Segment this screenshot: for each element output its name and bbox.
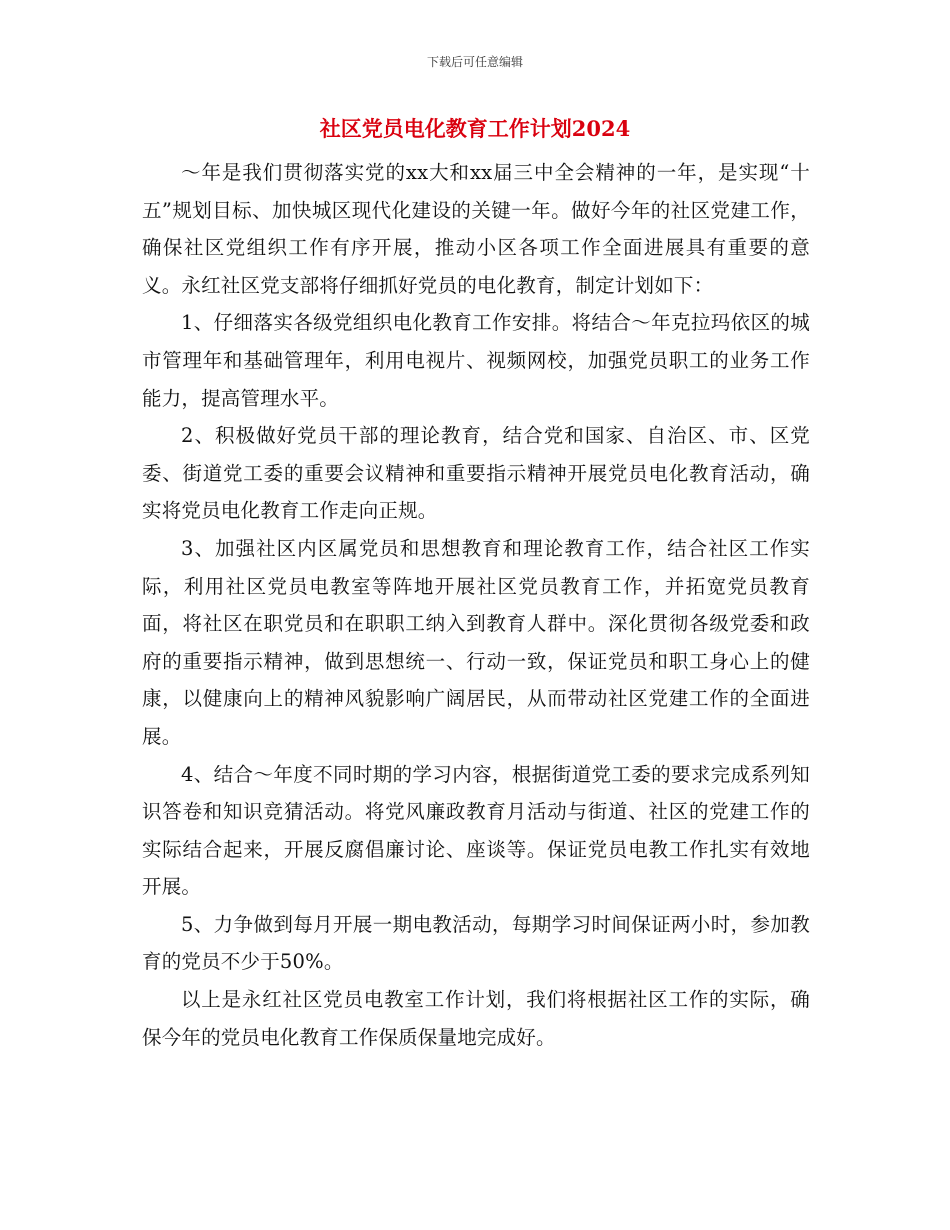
document-body (142, 154, 810, 1056)
paragraph-item-3: 3、加强社区内区属党员和思想教育和理论教育工作，结合社区工作实际，利用社区党员电教室等阵地开展社区党员教育工作，并拓宽党员教育面，将社区在职党员和在职职工纳入到教育人群中。深化贯彻各级党委和政府的重要指示精神，做到思想统一、行动一致，保证党员和职工身心上的健康，以健康向上的精神风貌影响广阔居民，从而带动社区党建工作的全面进展。 (142, 536, 810, 748)
paragraph-item-1: 1、仔细落实各级党组织电化教育工作安排。将结合～年克拉玛依区的城市管理年和基础管理年，利用电视片、视频网校，加强党员职工的业务工作能力，提高管理水平。 (142, 311, 810, 410)
header-note: 下载后可任意编辑 (426, 55, 523, 69)
paragraph-item-2: 2、积极做好党员干部的理论教育，结合党和国家、自治区、市、区党委、街道党工委的重要会议精神和重要指示精神开展党员电化教育活动，确实将党员电化教育工作走向正规。 (142, 424, 810, 523)
document-title: 社区党员电化教育工作计划2024 (319, 116, 631, 141)
paragraph-intro: ～年是我们贯彻落实党的xx大和xx届三中全会精神的一年，是实现“十五”规划目标、加快城区现代化建设的关键一年。做好今年的社区党建工作，确保社区党组织工作有序开展，推动小区各项工作全面进展具有重要的意义。永红社区党支部将仔细抓好党员的电化教育，制定计划如下： (142, 161, 810, 297)
paragraph-item-4: 4、结合～年度不同时期的学习内容，根据街道党工委的要求完成系列知识答卷和知识竞猜活动。将党风廉政教育月活动与街道、社区的党建工作的实际结合起来，开展反腐倡廉讨论、座谈等。保证党员电教工作扎实有效地开展。 (142, 762, 810, 899)
paragraph-item-5: 5、力争做到每月开展一期电教活动，每期学习时间保证两小时，参加教育的党员不少于50%。 (142, 912, 810, 974)
paragraph-conclusion: 以上是永红社区党员电教室工作计划，我们将根据社区工作的实际，确保今年的党员电化教育工作保质保量地完成好。 (142, 988, 810, 1049)
